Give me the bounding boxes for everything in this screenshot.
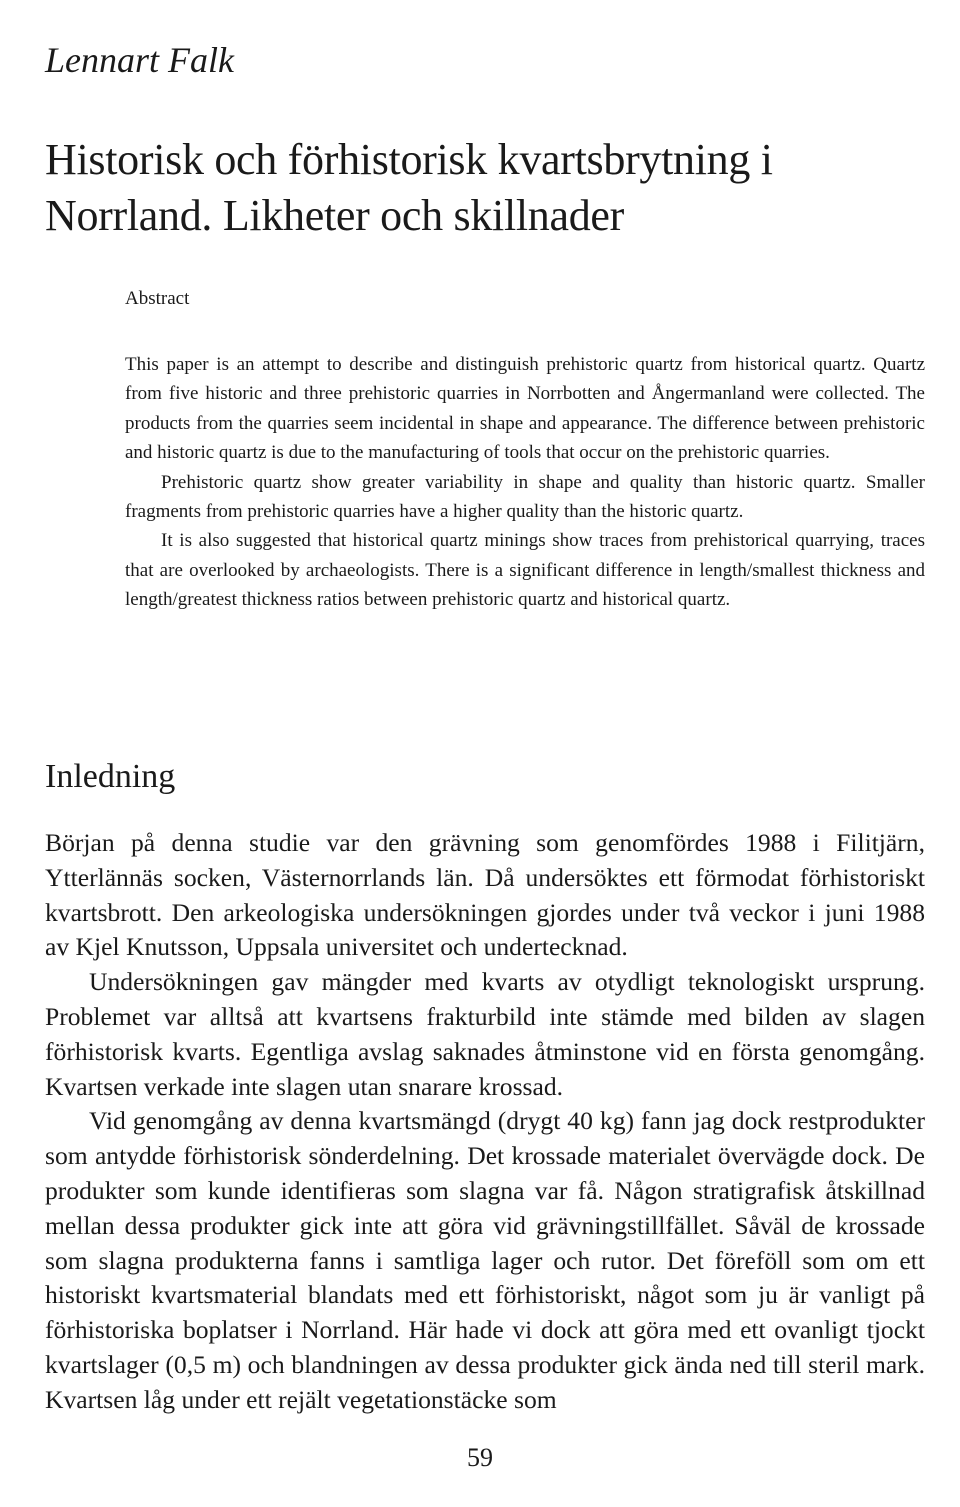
abstract-paragraph: It is also suggested that historical quartz minings show traces from prehistorical quarrying, traces that are overlooked by archaeologists. There is a significant difference in length/smallest thickness and length/greatest thickness ratios between prehistoric quartz and historical quartz. [125, 530, 925, 611]
page-number: 59 [467, 1443, 493, 1472]
section-heading: Inledning [45, 758, 176, 795]
abstract-body [125, 350, 925, 615]
body-paragraph: Början på denna studie var den grävning som genomfördes 1988 i Filitjärn, Ytterlännäs socken, Västernorrlands län. Då undersöktes ett förmodat förhistoriskt kvartsbrott. Den arkeologiska undersökningen gjordes under två veckor i juni 1988 av Kjel Knutsson, Uppsala universitet och undertecknad. [45, 828, 925, 962]
abstract-paragraph: This paper is an attempt to describe and distinguish prehistoric quartz from historical quartz. Quartz from five historic and three prehistoric quarries in Norrbotten and Ångermanland were collected. The products from the quarries seem incidental in shape and appearance. The difference between prehistoric and historic quartz is due to the manufacturing of tools that occur on the prehistoric quarries. [125, 354, 925, 464]
abstract-paragraph: Prehistoric quartz show greater variability in shape and quality than historic quartz. Smaller fragments from prehistoric quarries have a higher quality than the historic quartz. [125, 471, 925, 523]
body-paragraph: Vid genomgång av denna kvartsmängd (drygt 40 kg) fann jag dock restprodukter som antydde förhistorisk sönderdelning. Det krossade materialet övervägde dock. De produkter som kunde identifieras som slagna var få. Någon stratigrafisk åtskillnad mellan dessa produkter gick inte att göra vid grävningstillfället. Såväl de krossade som slagna produkterna fanns i samtliga lager och rutor. Det föreföll som om ett historiskt kvartsmaterial blandats med ett förhistoriskt, något som ju är vanligt på förhistoriska boplatser i Norrland. Här hade vi dock att göra med ett ovanligt tjockt kvartslager (0,5 m) och blandningen av dessa produkter gick ända ned till steril mark. Kvartsen låg under ett rejält vegetationstäcke som [45, 1106, 925, 1414]
section-body [45, 826, 925, 1418]
author-name: Lennart Falk [45, 40, 234, 80]
article-title: Historisk och förhistorisk kvartsbrytning i Norrland. Likheter och skillnader [45, 135, 773, 240]
body-paragraph: Undersökningen gav mängder med kvarts av otydligt teknologiskt ursprung. Problemet var alltså att kvartsens frakturbild inte stämde med bilden av slagen förhistorisk kvarts. Egentliga avslag saknades åtminstone vid en första genomgång. Kvartsen verkade inte slagen utan snarare krossad. [45, 967, 925, 1101]
abstract-heading: Abstract [125, 288, 190, 309]
